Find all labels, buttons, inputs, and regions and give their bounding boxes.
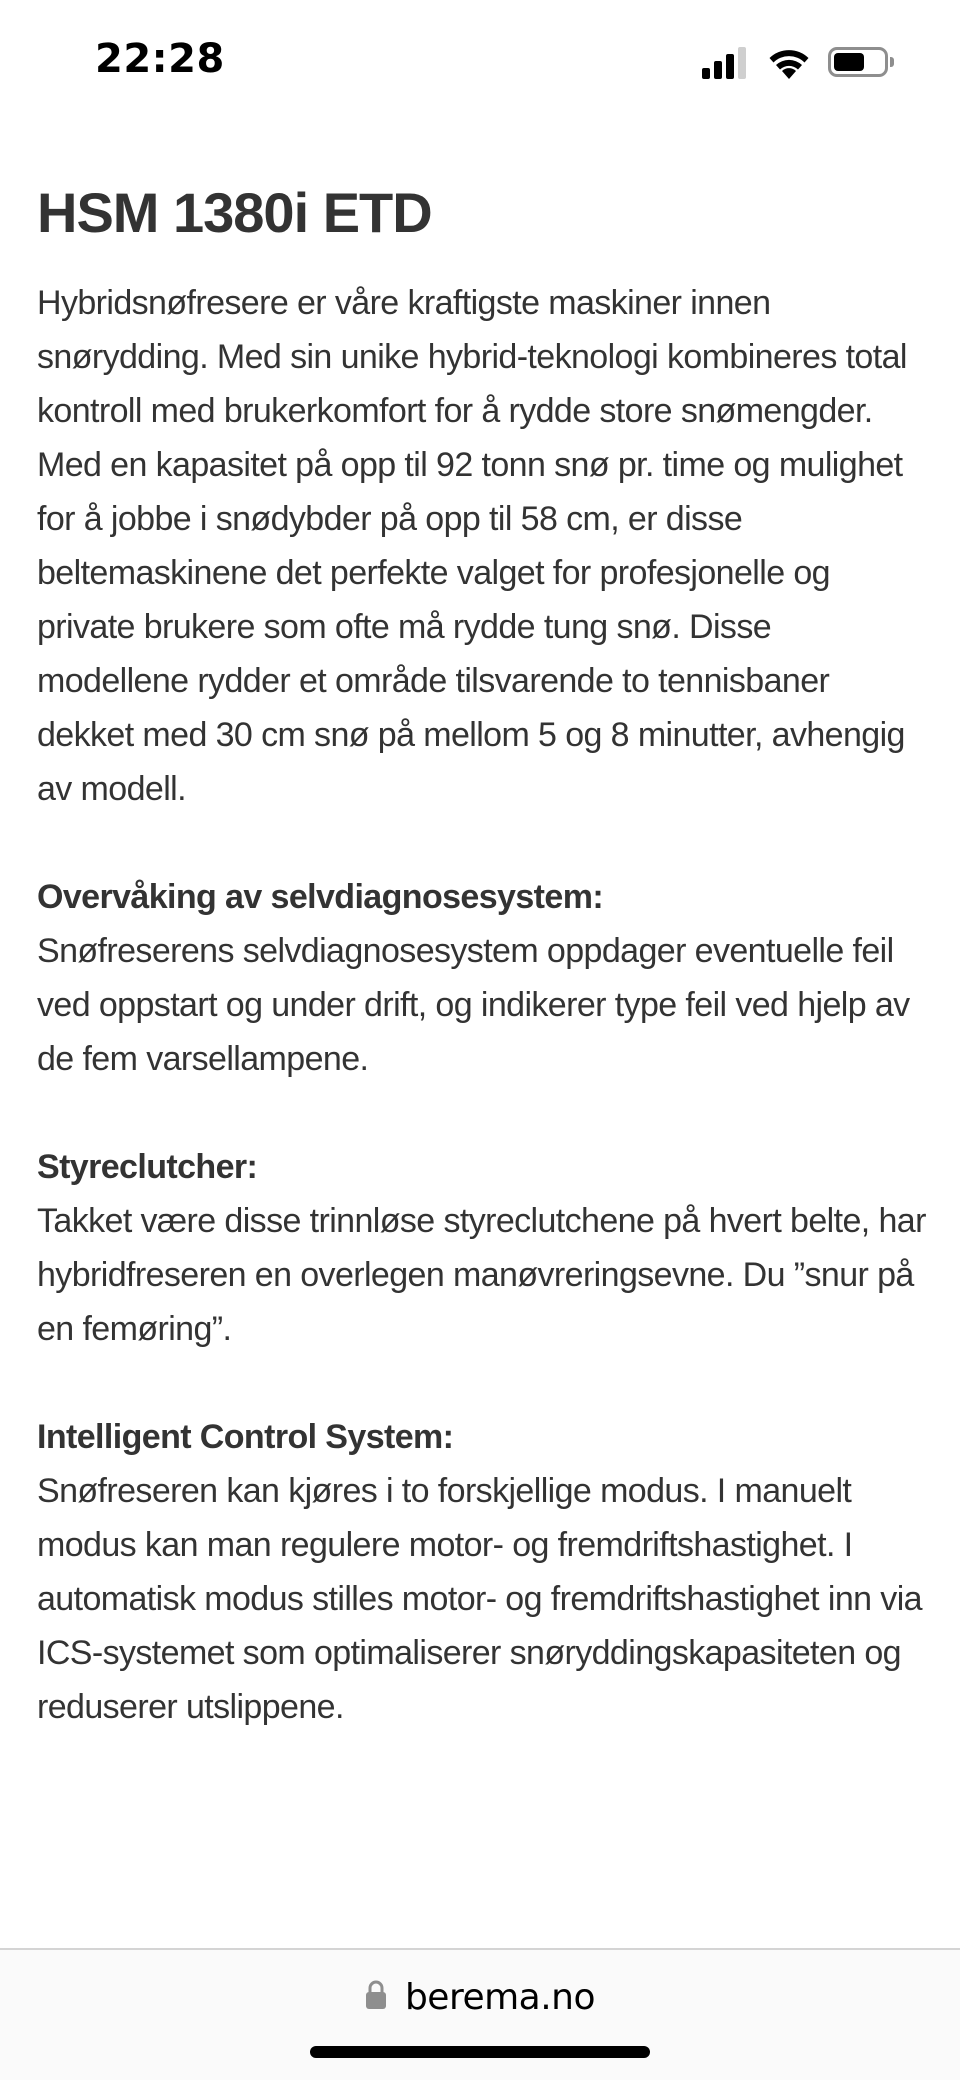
cellular-signal-icon — [702, 47, 748, 79]
section-steering-clutches — [37, 1140, 927, 1356]
battery-icon — [828, 47, 888, 77]
lock-icon — [365, 1980, 387, 2010]
battery-tip — [890, 57, 894, 67]
intro-paragraph: Hybridsnøfresere er våre kraftigste maskiner innen snørydding. Med sin unike hybrid-teknologi kombineres total kontroll med brukerkomfort for å rydde store snømengder. Med en kapasitet på opp til 92 tonn snø pr. time og mulighet for å jobbe i snødybder på opp til 58 cm, er disse beltemaskinene det perfekte valget for profesjonelle og private brukere som ofte må rydde tung snø. Disse modellene rydder et område tilsvarende to tennisbaner dekket med 30 cm snø på mellom 5 og 8 minutter, avhengig av modell. — [37, 284, 907, 808]
battery-level — [834, 53, 864, 71]
wifi-icon — [768, 46, 810, 80]
page-title: HSM 1380i ETD — [37, 181, 432, 244]
home-indicator[interactable] — [310, 2046, 650, 2058]
browser-toolbar — [0, 1948, 960, 2080]
url-text[interactable]: berema.no — [404, 1976, 596, 2018]
section-body: Takket være disse trinnløse styreclutchene på hvert belte, har hybridfreseren en overlegen manøvreringsevne. Du ”snur på en femøring”. — [37, 1202, 926, 1348]
section-title: Intelligent Control System: — [37, 1418, 454, 1456]
section-self-diagnosis — [37, 870, 927, 1086]
address-bar[interactable] — [0, 1950, 960, 2044]
status-bar — [0, 0, 960, 120]
status-time: 22:28 — [95, 36, 225, 82]
section-title: Overvåking av selvdiagnosesystem: — [37, 878, 604, 916]
section-title: Styreclutcher: — [37, 1148, 258, 1186]
article-content — [37, 176, 927, 1734]
section-intelligent-control — [37, 1410, 927, 1734]
section-body: Snøfreseren kan kjøres i to forskjellige modus. I manuelt modus kan man regulere motor- og fremdriftshastighet. I automatisk modus stilles motor- og fremdriftshastighet inn via ICS-systemet som optimaliserer snøryddingskapasiteten og reduserer utslippene. — [37, 1472, 922, 1726]
section-body: Snøfreserens selvdiagnosesystem oppdager eventuelle feil ved oppstart og under drift, og indikerer type feil ved hjelp av de fem varsellampene. — [37, 932, 910, 1078]
